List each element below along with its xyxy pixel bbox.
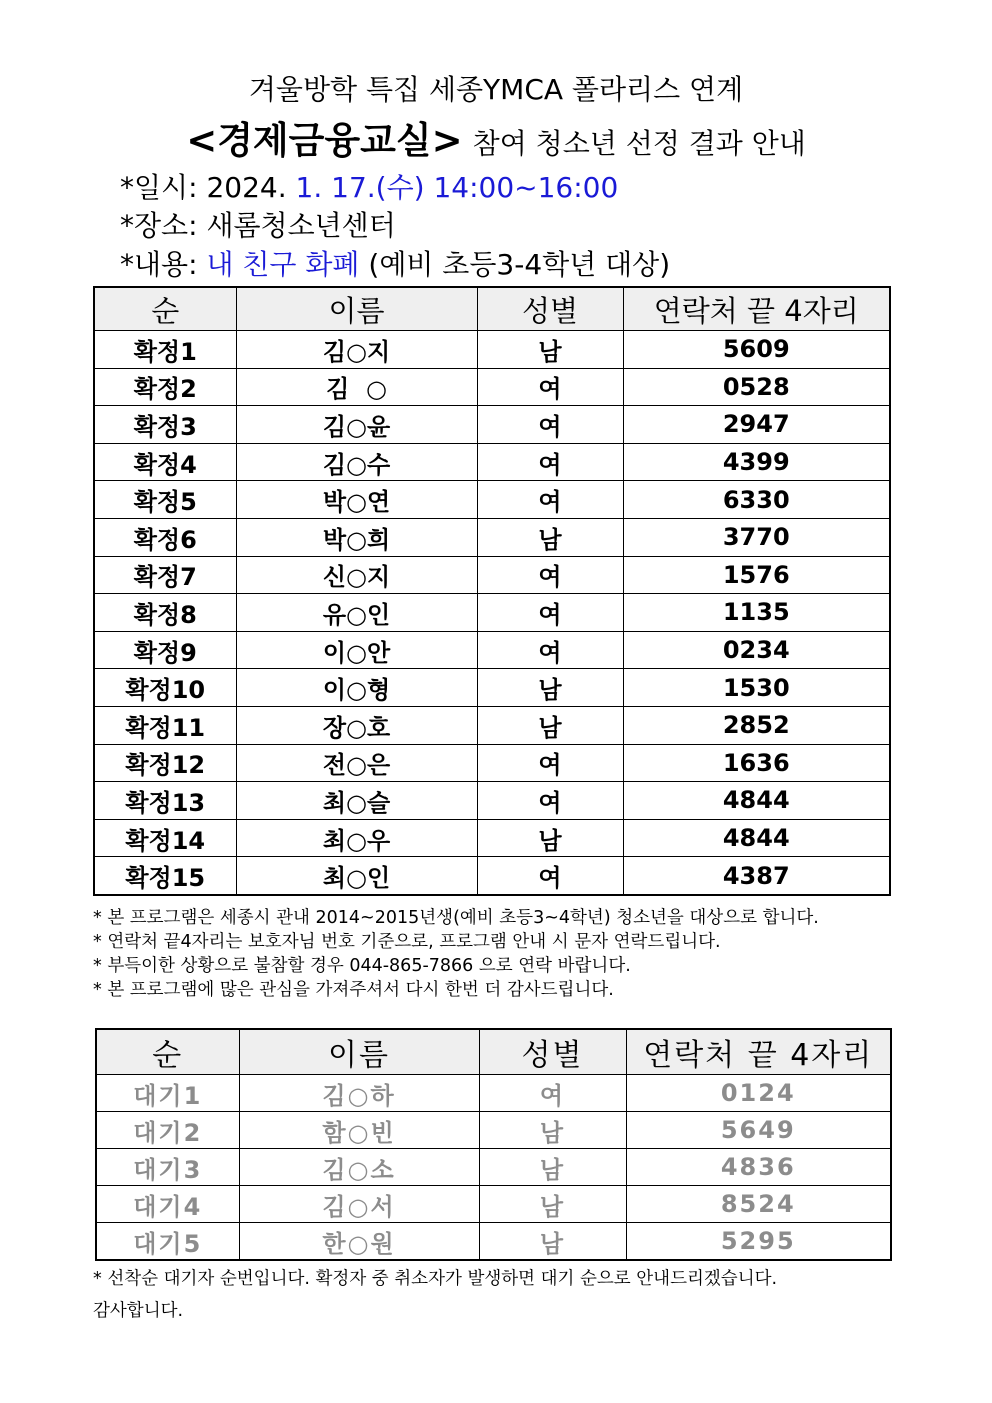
note-item: * 연락처 끝4자리는 보호자님 번호 기준으로, 프로그램 안내 시 문자 연락드립니다. — [93, 932, 721, 952]
contact-cell: 5295 — [626, 1223, 891, 1261]
gender-cell: 남 — [479, 1223, 626, 1261]
name-cell: 최○슬 — [236, 782, 477, 820]
name-cell: 최○우 — [236, 819, 477, 857]
order-cell: 확정3 — [94, 406, 236, 444]
table-row — [96, 1112, 891, 1149]
order-cell: 확정7 — [94, 556, 236, 594]
name-cell: 김○윤 — [236, 406, 477, 444]
table-row — [94, 744, 890, 782]
contact-cell: 2852 — [623, 706, 890, 744]
content-target: (예비 초등3-4학년 대상) — [368, 248, 671, 281]
order-cell: 대기3 — [96, 1149, 239, 1186]
date-label: *일시: — [120, 171, 198, 204]
table-row — [94, 331, 890, 369]
table-row — [94, 594, 890, 632]
content-program: 내 친구 화폐 — [206, 248, 360, 281]
header-gender: 성별 — [479, 1029, 626, 1075]
name-cell: 이○안 — [236, 631, 477, 669]
name-cell: 김 ○ — [236, 368, 477, 406]
confirmed-table — [93, 286, 891, 896]
table-row — [94, 443, 890, 481]
order-cell: 대기2 — [96, 1112, 239, 1149]
table-row — [94, 669, 890, 707]
order-cell: 확정2 — [94, 368, 236, 406]
name-cell: 이○형 — [236, 669, 477, 707]
order-cell: 확정14 — [94, 819, 236, 857]
info-date — [120, 166, 618, 206]
contact-cell: 4844 — [623, 819, 890, 857]
gender-cell: 여 — [477, 744, 623, 782]
name-cell: 김○지 — [236, 331, 477, 369]
date-year: 2024. — [206, 171, 287, 204]
contact-cell: 1530 — [623, 669, 890, 707]
contact-cell: 4399 — [623, 443, 890, 481]
table-row — [96, 1075, 891, 1112]
content-label: *내용: — [120, 248, 198, 281]
table-row — [94, 406, 890, 444]
place-value: 새롬청소년센터 — [206, 209, 396, 242]
order-cell: 확정12 — [94, 744, 236, 782]
info-place — [120, 204, 396, 244]
name-cell: 최○인 — [236, 857, 477, 895]
table-row — [94, 819, 890, 857]
name-cell: 한○원 — [239, 1223, 479, 1261]
order-cell: 대기5 — [96, 1223, 239, 1261]
name-cell: 박○연 — [236, 481, 477, 519]
header-order: 순 — [94, 287, 236, 331]
table-row — [96, 1186, 891, 1223]
gender-cell: 여 — [477, 481, 623, 519]
table-row — [96, 1223, 891, 1261]
gender-cell: 여 — [477, 556, 623, 594]
order-cell: 대기4 — [96, 1186, 239, 1223]
name-cell: 박○희 — [236, 518, 477, 556]
order-cell: 대기1 — [96, 1075, 239, 1112]
order-cell: 확정1 — [94, 331, 236, 369]
waitlist-table — [95, 1028, 892, 1261]
header-contact: 연락처 끝 4자리 — [623, 287, 890, 331]
order-cell: 확정9 — [94, 631, 236, 669]
table-row — [94, 706, 890, 744]
order-cell: 확정5 — [94, 481, 236, 519]
gender-cell: 여 — [477, 857, 623, 895]
name-cell: 김○수 — [236, 443, 477, 481]
name-cell: 김○서 — [239, 1186, 479, 1223]
name-cell: 장○호 — [236, 706, 477, 744]
footer-thanks: 감사합니다. — [93, 1301, 184, 1321]
date-value: 1. 17.(수) 14:00~16:00 — [295, 171, 619, 204]
gender-cell: 남 — [479, 1112, 626, 1149]
table-row — [94, 481, 890, 519]
note-item: * 본 프로그램에 많은 관심을 가져주셔서 다시 한번 더 감사드립니다. — [93, 980, 614, 1000]
document-title-line1: 겨울방학 특집 세종YMCA 폴라리스 연계 — [248, 73, 744, 106]
program-title: <경제금융교실> — [186, 119, 463, 162]
contact-cell: 2947 — [623, 406, 890, 444]
name-cell: 신○지 — [236, 556, 477, 594]
order-cell: 확정15 — [94, 857, 236, 895]
header-gender: 성별 — [477, 287, 623, 331]
order-cell: 확정13 — [94, 782, 236, 820]
gender-cell: 여 — [477, 368, 623, 406]
footer-note: * 선착순 대기자 순번입니다. 확정자 중 취소자가 발생하면 대기 순으로 안내드리겠습니다. — [93, 1269, 778, 1289]
contact-cell: 0124 — [626, 1075, 891, 1112]
table-row — [94, 857, 890, 895]
header-name: 이름 — [236, 287, 477, 331]
gender-cell: 여 — [477, 782, 623, 820]
name-cell: 함○빈 — [239, 1112, 479, 1149]
order-cell: 확정6 — [94, 518, 236, 556]
gender-cell: 여 — [477, 631, 623, 669]
header-contact: 연락처 끝 4자리 — [626, 1029, 891, 1075]
notes-block — [93, 906, 819, 1002]
note-item: * 본 프로그램은 세종시 관내 2014~2015년생(예비 초등3~4학년) 청소년을 대상으로 합니다. — [93, 908, 819, 928]
table-row — [94, 368, 890, 406]
contact-cell: 5609 — [623, 331, 890, 369]
name-cell: 김○소 — [239, 1149, 479, 1186]
gender-cell: 남 — [477, 518, 623, 556]
order-cell: 확정11 — [94, 706, 236, 744]
contact-cell: 1576 — [623, 556, 890, 594]
contact-cell: 6330 — [623, 481, 890, 519]
gender-cell: 남 — [477, 706, 623, 744]
order-cell: 확정10 — [94, 669, 236, 707]
gender-cell: 여 — [477, 443, 623, 481]
contact-cell: 4387 — [623, 857, 890, 895]
gender-cell: 남 — [477, 819, 623, 857]
contact-cell: 4844 — [623, 782, 890, 820]
gender-cell: 남 — [479, 1186, 626, 1223]
table-row — [94, 556, 890, 594]
contact-cell: 0528 — [623, 368, 890, 406]
table-row — [94, 782, 890, 820]
gender-cell: 여 — [477, 594, 623, 632]
contact-cell: 1636 — [623, 744, 890, 782]
contact-cell: 8524 — [626, 1186, 891, 1223]
gender-cell: 남 — [477, 669, 623, 707]
name-cell: 유○인 — [236, 594, 477, 632]
title-subtext: 참여 청소년 선정 결과 안내 — [472, 127, 806, 160]
gender-cell: 남 — [479, 1149, 626, 1186]
table-header-row — [96, 1029, 891, 1075]
contact-cell: 0234 — [623, 631, 890, 669]
header-name: 이름 — [239, 1029, 479, 1075]
name-cell: 김○하 — [239, 1075, 479, 1112]
gender-cell: 여 — [477, 406, 623, 444]
order-cell: 확정4 — [94, 443, 236, 481]
gender-cell: 남 — [477, 331, 623, 369]
name-cell: 전○은 — [236, 744, 477, 782]
order-cell: 확정8 — [94, 594, 236, 632]
table-row — [96, 1149, 891, 1186]
contact-cell: 5649 — [626, 1112, 891, 1149]
contact-cell: 4836 — [626, 1149, 891, 1186]
contact-cell: 1135 — [623, 594, 890, 632]
document-title-line2 — [0, 110, 992, 164]
place-label: *장소: — [120, 209, 198, 242]
table-header-row — [94, 287, 890, 331]
header-order: 순 — [96, 1029, 239, 1075]
table-row — [94, 631, 890, 669]
gender-cell: 여 — [479, 1075, 626, 1112]
contact-cell: 3770 — [623, 518, 890, 556]
note-item: * 부득이한 상황으로 불참할 경우 044-865-7866 으로 연락 바랍니다. — [93, 956, 631, 976]
info-content — [120, 243, 670, 283]
table-row — [94, 518, 890, 556]
